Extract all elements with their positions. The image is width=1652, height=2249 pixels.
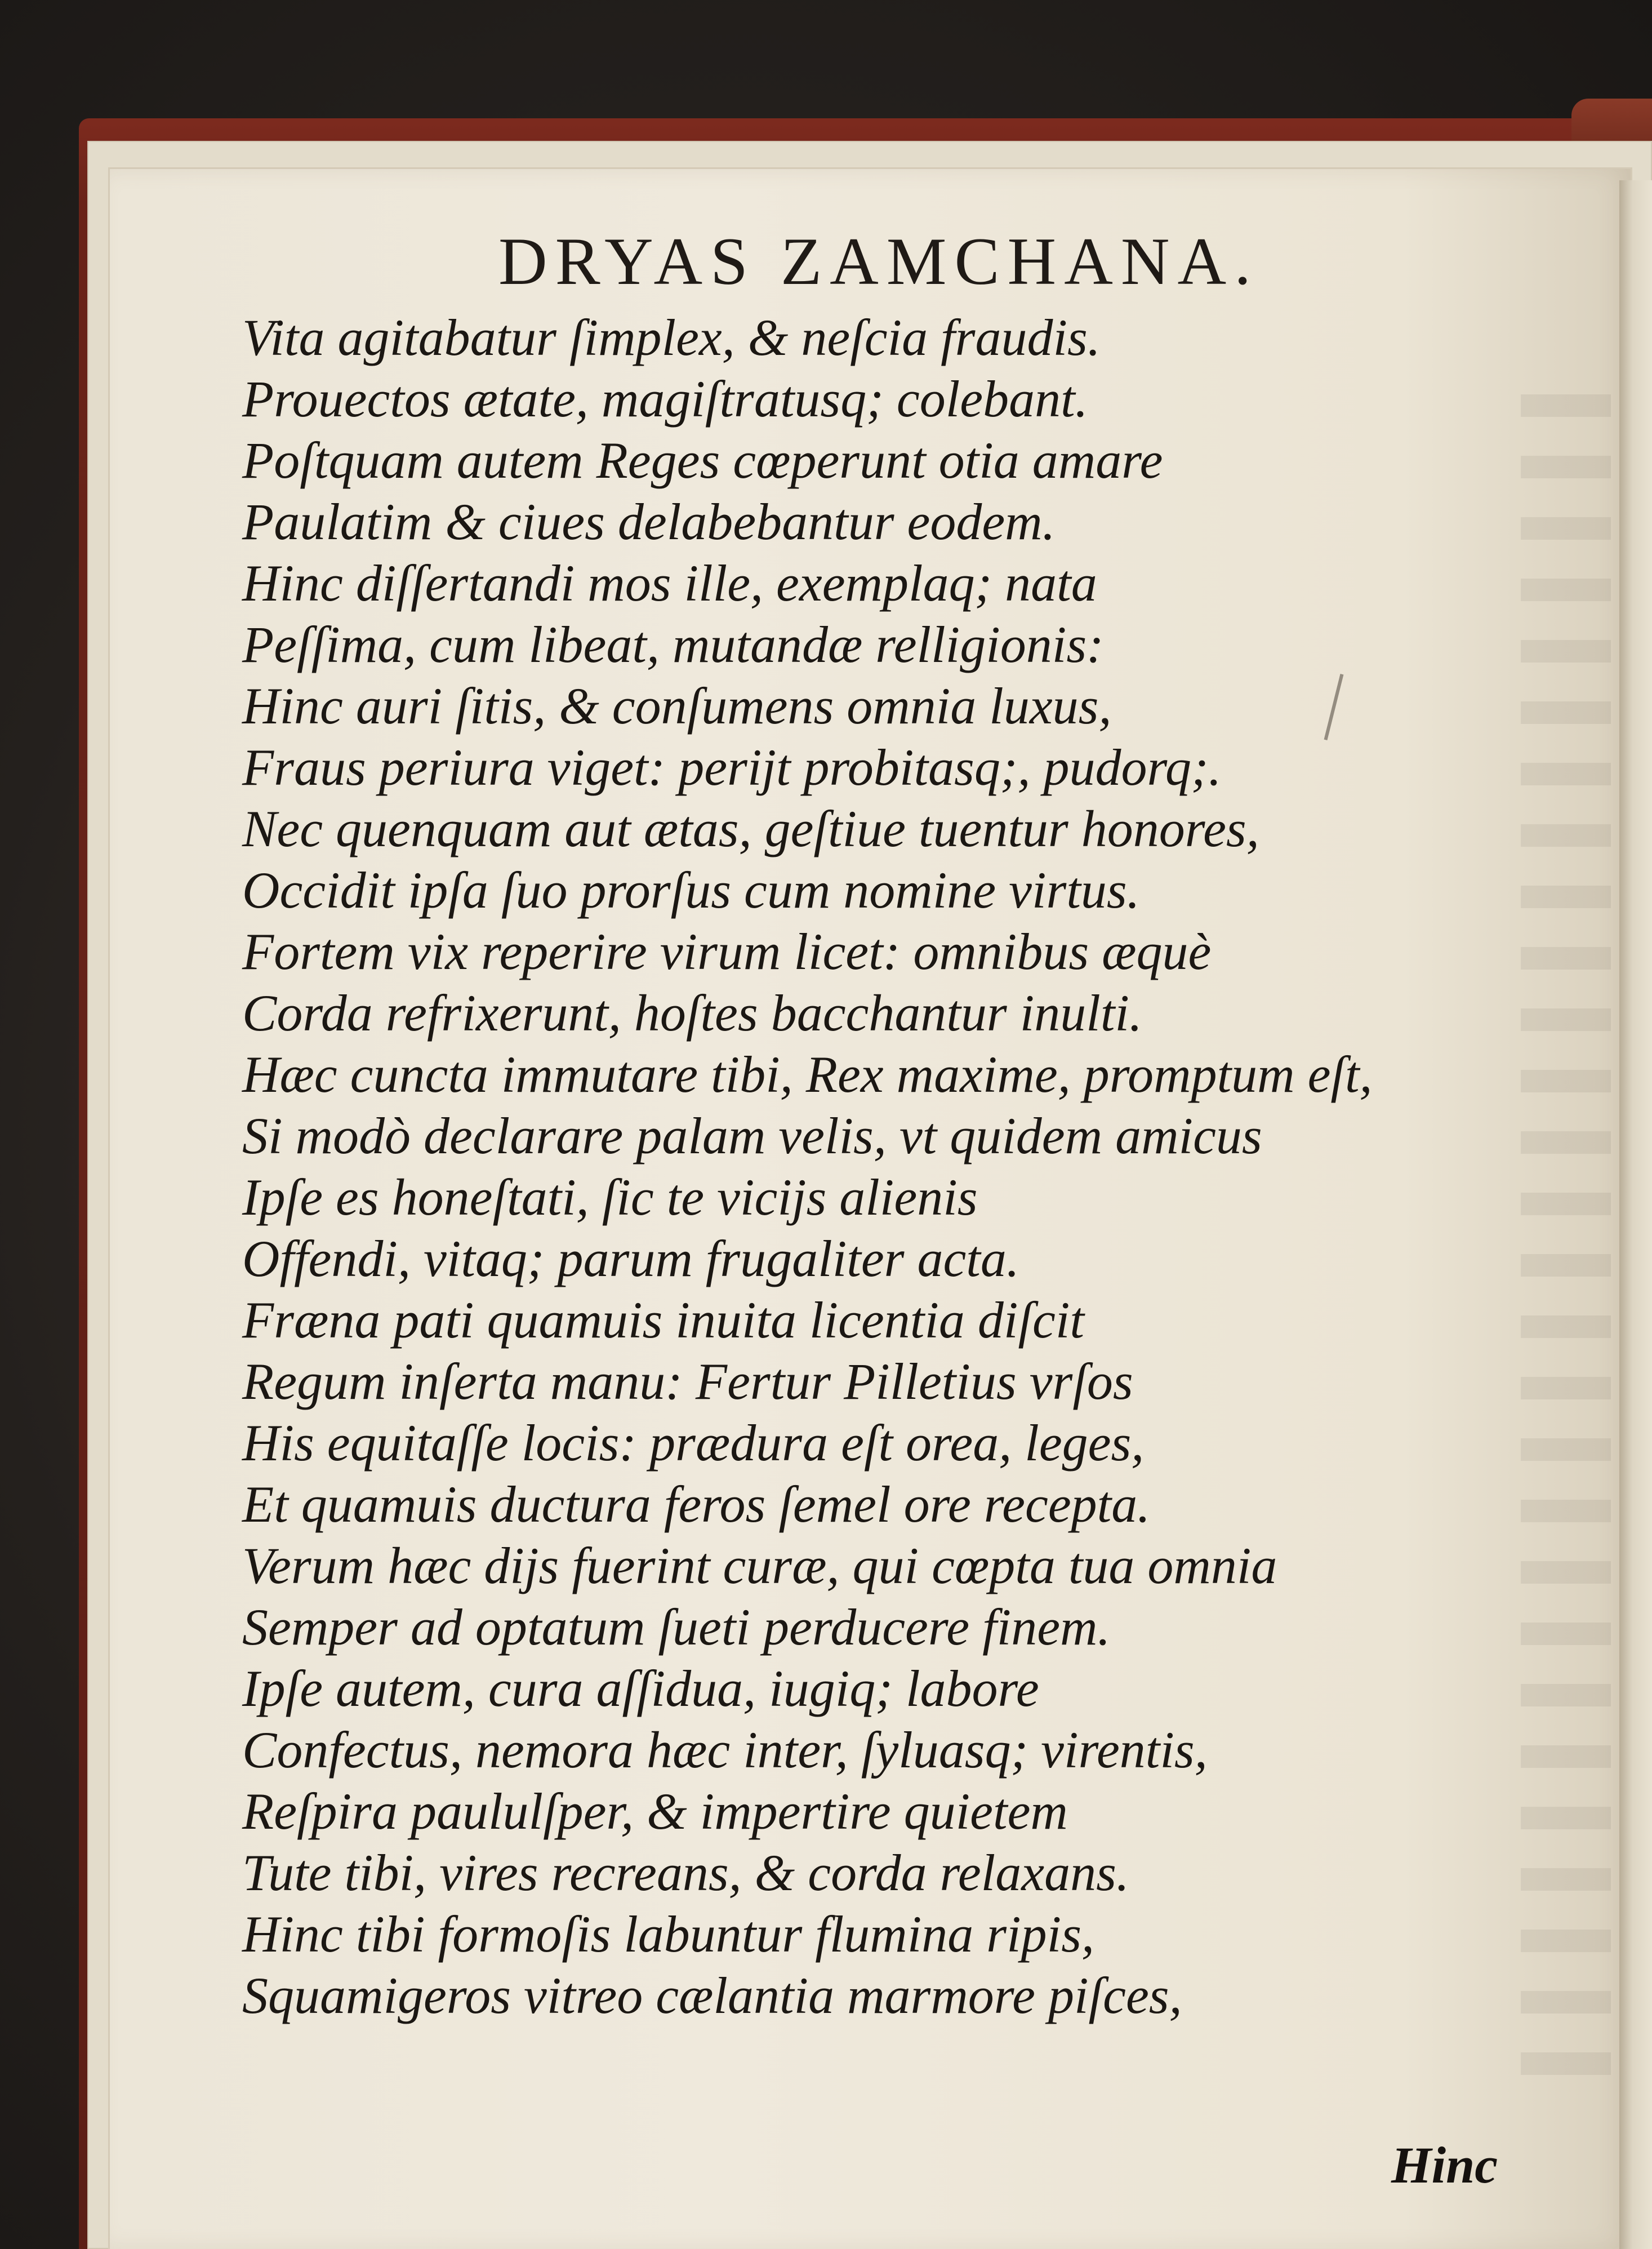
catchword: Hinc bbox=[1391, 2136, 1498, 2194]
verse-line: Et quamuis ductura feros ſemel ore recepta. bbox=[242, 1475, 1151, 1533]
verse-line: Poſtquam autem Reges cœperunt otia amare bbox=[242, 432, 1163, 489]
verse-line: Hinc diſſertandi mos ille, exemplaq; nata bbox=[242, 554, 1097, 612]
verse-line: Hæc cuncta immutare tibi, Rex maxime, promptum eſt, bbox=[242, 1046, 1373, 1103]
verse-line: Occidit ipſa ſuo prorſus cum nomine virtus. bbox=[242, 861, 1140, 919]
verse-line: His equitaſſe locis: prædura eſt orea, leges, bbox=[242, 1414, 1145, 1472]
verse-line: Fraus periura viget: perijt probitasq;, pudorq;. bbox=[242, 739, 1222, 796]
verse-line: Tute tibi, vires recreans, & corda relaxans. bbox=[242, 1844, 1129, 1901]
verse-line: Offendi, vitaq; parum frugaliter acta. bbox=[242, 1230, 1019, 1287]
verse-line: Ipſe autem, cura aſſidua, iugiq; labore bbox=[242, 1660, 1039, 1717]
verse-line: Vita agitabatur ſimplex, & neſcia fraudis. bbox=[242, 309, 1101, 366]
running-head: DRYAS ZAMCHANA. bbox=[498, 224, 1259, 299]
verse-line: Hinc tibi formoſis labuntur flumina ripis, bbox=[242, 1905, 1095, 1963]
verse-text bbox=[242, 307, 1605, 2026]
verse-line: Hinc auri ſitis, & conſumens omnia luxus, bbox=[242, 677, 1112, 735]
verse-line: Corda refrixerunt, hoſtes bacchantur inulti. bbox=[242, 984, 1142, 1042]
verse-line: Fræna pati quamuis inuita licentia diſcit bbox=[242, 1291, 1084, 1349]
verse-line: Prouectos ætate, magiſtratusq; colebant. bbox=[242, 370, 1088, 428]
verse-line: Regum inſerta manu: Fertur Pilletius vrſos bbox=[242, 1353, 1133, 1410]
verse-line: Verum hæc dijs fuerint curæ, qui cœpta tua omnia bbox=[242, 1537, 1277, 1594]
verse-line: Paulatim & ciues delabebantur eodem. bbox=[242, 493, 1056, 550]
verse-line: Si modò declarare palam velis, vt quidem amicus bbox=[242, 1107, 1262, 1164]
verse-line: Squamigeros vitreo cælantia marmore piſces, bbox=[242, 1967, 1182, 2024]
verse-line: Confectus, nemora hæc inter, ſyluasq; virentis, bbox=[242, 1721, 1208, 1779]
verse-line: Fortem vix reperire virum licet: omnibus æquè bbox=[242, 923, 1212, 980]
verse-line: Nec quenquam aut ætas, geſtiue tuentur honores, bbox=[242, 800, 1259, 857]
facing-page-edge bbox=[1619, 180, 1652, 2249]
verse-line: Ipſe es honeſtati, ſic te vicijs alienis bbox=[242, 1168, 978, 1226]
verse-line: Semper ad optatum ſueti perducere finem. bbox=[242, 1598, 1111, 1656]
verse-line: Peſſima, cum libeat, mutandæ relligionis: bbox=[242, 616, 1104, 673]
verse-line: Reſpira paululſper, & impertire quietem bbox=[242, 1783, 1068, 1840]
